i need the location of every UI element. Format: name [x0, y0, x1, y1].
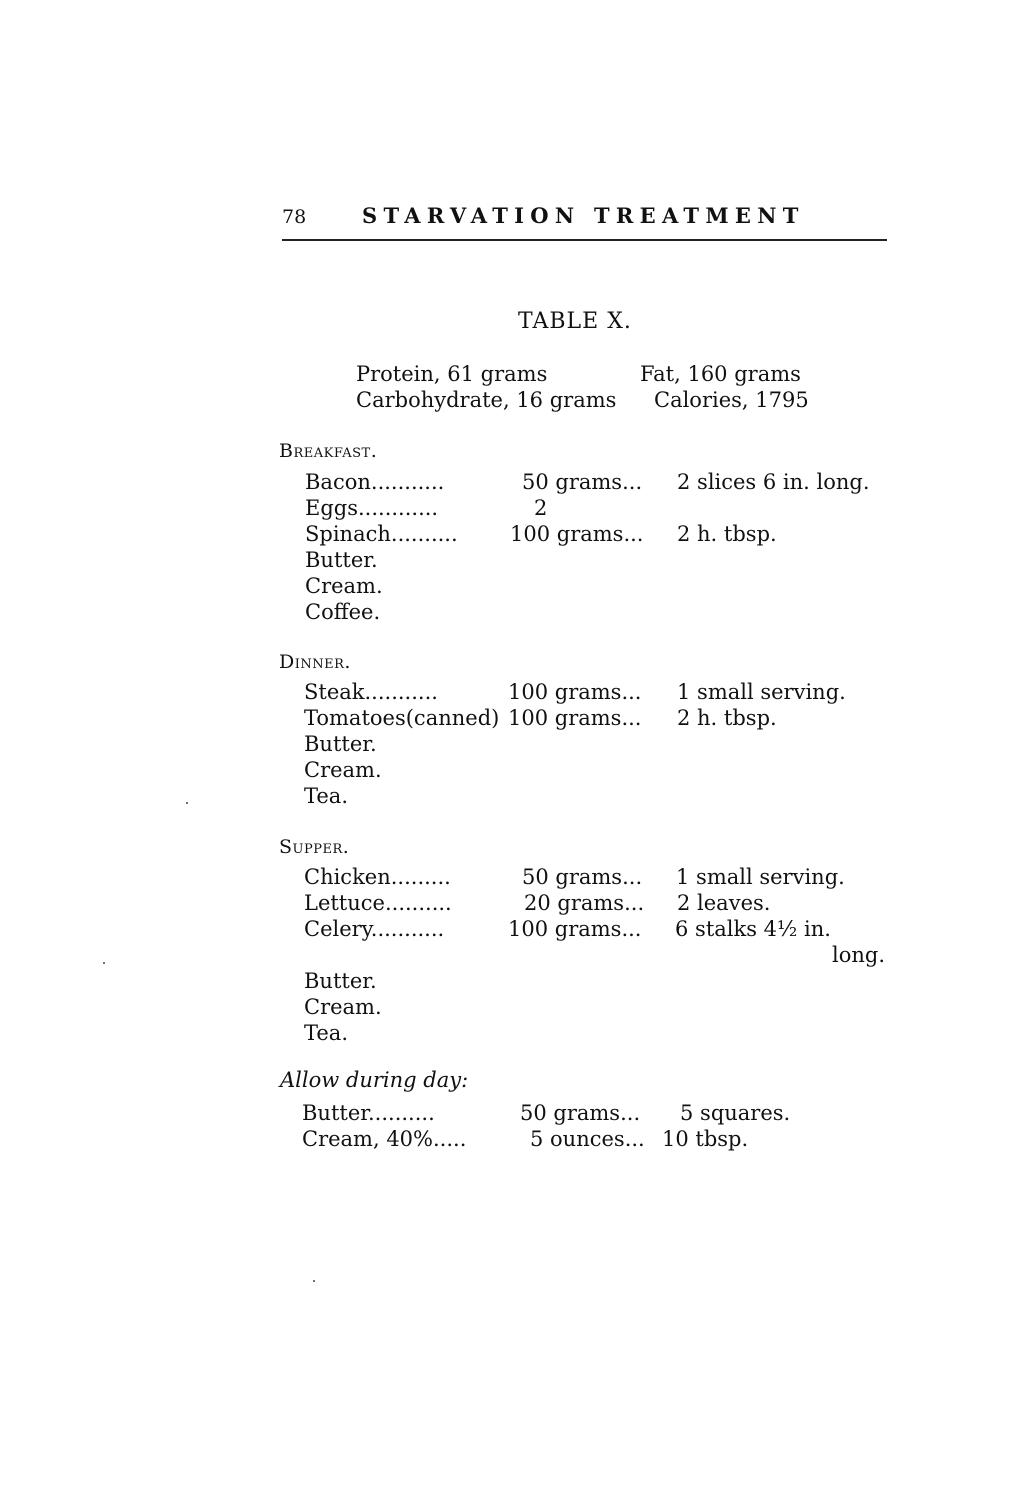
scan-speck [186, 802, 188, 804]
dinner-item-name: Tomatoes(canned) [304, 706, 500, 730]
allowance-heading: Allow during day: [280, 1068, 469, 1092]
breakfast-item-name: Bacon........... [305, 470, 445, 494]
scan-speck [103, 962, 105, 964]
allowance-item-portion: 5 squares. [680, 1101, 791, 1125]
dinner-item-amount: 100 grams... [508, 680, 642, 704]
dinner-item-name: Butter. [304, 732, 377, 756]
breakfast-item-amount: 100 grams... [510, 522, 644, 546]
breakfast-item-portion: 2 slices 6 in. long. [677, 470, 870, 494]
dinner-item-name: Tea. [304, 784, 348, 808]
page-number: 78 [282, 206, 307, 228]
breakfast-item-amount: 50 grams... [522, 470, 643, 494]
breakfast-item-amount: 2 [534, 496, 548, 520]
breakfast-item-name: Cream. [305, 574, 383, 598]
breakfast-item-name: Eggs............ [305, 496, 439, 520]
breakfast-item-name: Spinach.......... [305, 522, 458, 546]
supper-item-amount: 50 grams... [522, 865, 643, 889]
supper-heading: Supper. [279, 836, 350, 858]
supper-item-name: Cream. [304, 995, 382, 1019]
breakfast-item-name: Coffee. [305, 600, 381, 624]
protein-total: Protein, 61 grams [356, 362, 548, 386]
supper-item-name: Lettuce.......... [304, 891, 452, 915]
supper-item-portion: 6 stalks 4½ in. [675, 917, 831, 941]
dinner-item-name: Steak........... [304, 680, 438, 704]
supper-item-amount: 100 grams... [508, 917, 642, 941]
carbohydrate-total: Carbohydrate, 16 grams [356, 388, 617, 412]
dinner-item-name: Cream. [304, 758, 382, 782]
dinner-item-portion: 1 small serving. [677, 680, 846, 704]
dinner-item-amount: 100 grams... [508, 706, 642, 730]
table-title: TABLE X. [518, 309, 632, 334]
supper-item-portion: 2 leaves. [677, 891, 771, 915]
fat-total: Fat, 160 grams [640, 362, 801, 386]
scan-speck [313, 1280, 315, 1282]
allowance-item-name: Cream, 40%..... [302, 1127, 467, 1151]
allowance-item-amount: 5 ounces... [530, 1127, 645, 1151]
dinner-heading: Dinner. [279, 651, 351, 673]
supper-item-portion-continued: long. [832, 943, 886, 967]
allowance-item-amount: 50 grams... [520, 1101, 641, 1125]
breakfast-item-name: Butter. [305, 548, 378, 572]
supper-item-name: Butter. [304, 969, 377, 993]
allowance-item-portion: 10 tbsp. [662, 1127, 749, 1151]
breakfast-heading: Breakfast. [279, 440, 378, 462]
running-title: STARVATION TREATMENT [362, 203, 805, 228]
supper-item-name: Celery........... [304, 917, 445, 941]
calories-total: Calories, 1795 [654, 388, 809, 412]
dinner-item-portion: 2 h. tbsp. [677, 706, 777, 730]
supper-item-portion: 1 small serving. [676, 865, 845, 889]
breakfast-item-portion: 2 h. tbsp. [677, 522, 777, 546]
allowance-item-name: Butter.......... [302, 1101, 435, 1125]
supper-item-name: Tea. [304, 1021, 348, 1045]
supper-item-amount: 20 grams... [524, 891, 645, 915]
supper-item-name: Chicken......... [304, 865, 451, 889]
header-rule [282, 239, 887, 241]
